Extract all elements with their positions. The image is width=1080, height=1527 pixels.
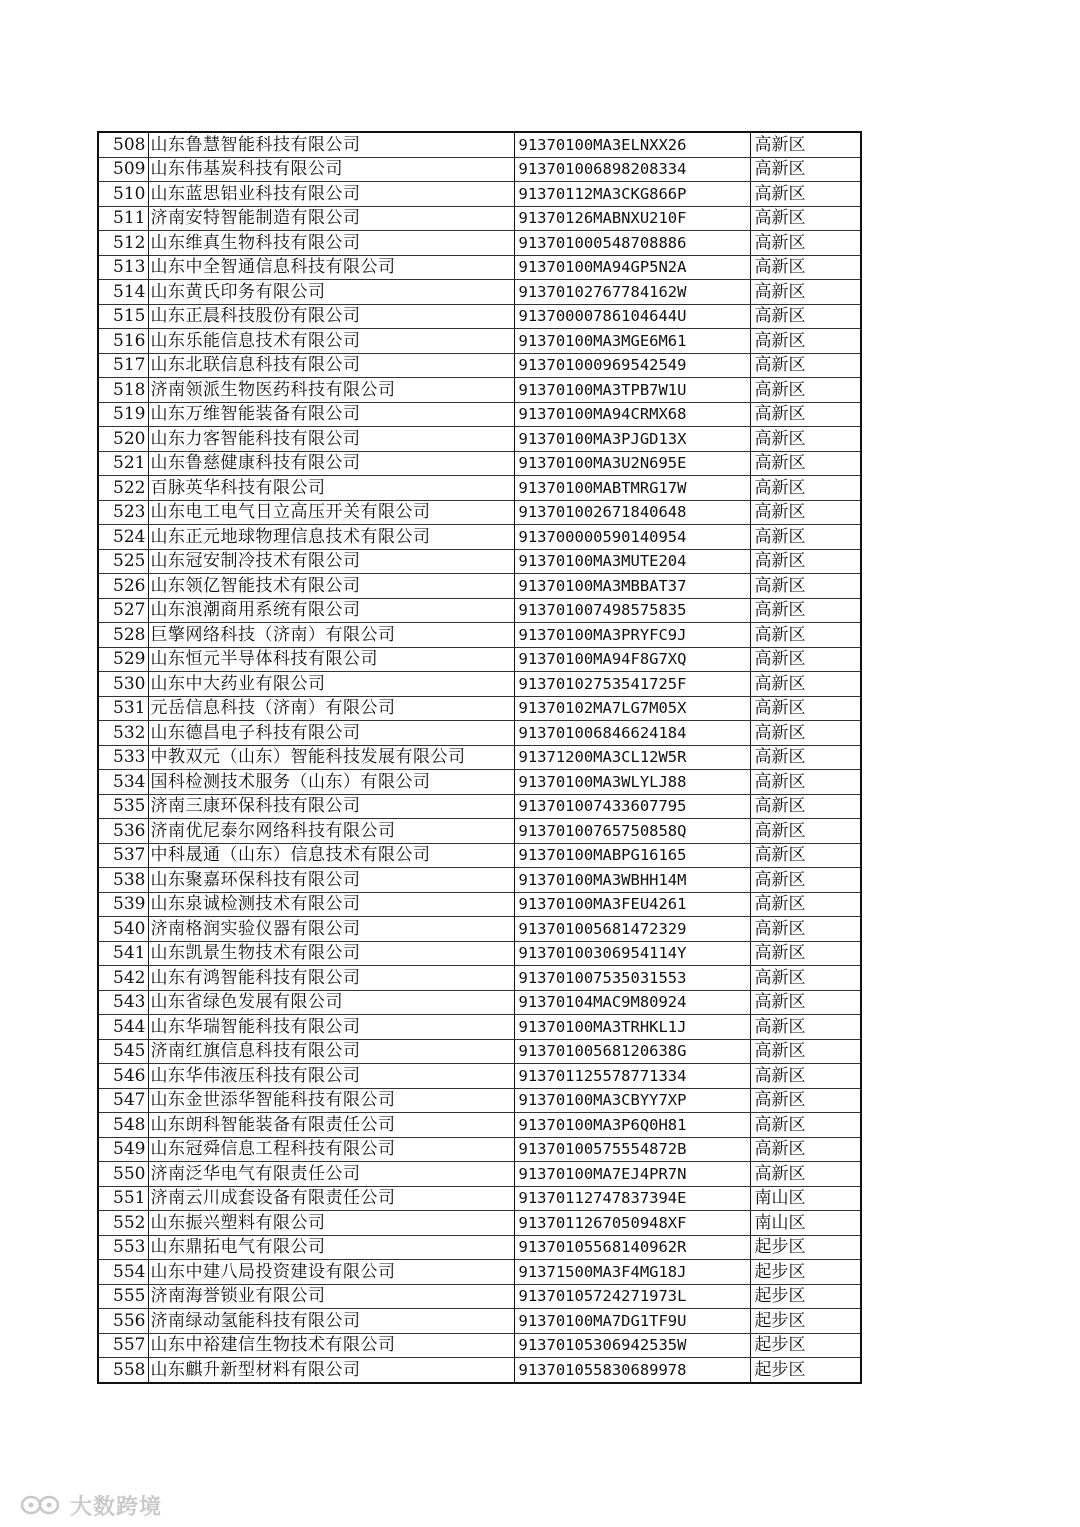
row-number-cell: 533 xyxy=(98,745,148,770)
row-number-cell: 516 xyxy=(98,329,148,354)
table-row xyxy=(98,598,861,623)
row-number-cell: 522 xyxy=(98,476,148,501)
company-name-cell: 山东鲁慈健康科技有限公司 xyxy=(148,451,514,476)
company-name-cell: 山东中建八局投资建设有限公司 xyxy=(148,1260,514,1285)
credit-code-cell: 91370112MA3CKG866P xyxy=(514,182,750,207)
district-cell: 高新区 xyxy=(750,574,861,599)
district-cell: 高新区 xyxy=(750,231,861,256)
table-row xyxy=(98,843,861,868)
row-number-cell: 526 xyxy=(98,574,148,599)
table-row xyxy=(98,794,861,819)
credit-code-cell: 91370105724271973L xyxy=(514,1284,750,1309)
district-cell: 高新区 xyxy=(750,1088,861,1113)
credit-code-cell: 913701000969542549 xyxy=(514,353,750,378)
company-name-cell: 山东有鸿智能科技有限公司 xyxy=(148,966,514,991)
credit-code-cell: 91370100MA94F8G7XQ xyxy=(514,647,750,672)
credit-code-cell: 913700000590140954 xyxy=(514,525,750,550)
table-row xyxy=(98,574,861,599)
table-row xyxy=(98,304,861,329)
credit-code-cell: 91371200MA3CL12W5R xyxy=(514,745,750,770)
company-list-table xyxy=(97,131,862,1384)
table-row xyxy=(98,476,861,501)
district-cell: 起步区 xyxy=(750,1235,861,1260)
table-row xyxy=(98,672,861,697)
row-number-cell: 508 xyxy=(98,132,148,157)
credit-code-cell: 91370100MA7EJ4PR7N xyxy=(514,1162,750,1187)
row-number-cell: 517 xyxy=(98,353,148,378)
district-cell: 高新区 xyxy=(750,1039,861,1064)
row-number-cell: 550 xyxy=(98,1162,148,1187)
table-row xyxy=(98,427,861,452)
table-row xyxy=(98,819,861,844)
company-name-cell: 济南格润实验仪器有限公司 xyxy=(148,917,514,942)
company-name-cell: 百脉英华科技有限公司 xyxy=(148,476,514,501)
district-cell: 高新区 xyxy=(750,525,861,550)
company-name-cell: 山东维真生物科技有限公司 xyxy=(148,231,514,256)
credit-code-cell: 913701007535031553 xyxy=(514,966,750,991)
table-row xyxy=(98,941,861,966)
row-number-cell: 544 xyxy=(98,1015,148,1040)
company-name-cell: 山东振兴塑料有限公司 xyxy=(148,1211,514,1236)
company-name-cell: 山东德昌电子科技有限公司 xyxy=(148,721,514,746)
table-row xyxy=(98,132,861,157)
district-cell: 高新区 xyxy=(750,721,861,746)
credit-code-cell: 91370100MA3TRHKL1J xyxy=(514,1015,750,1040)
company-name-cell: 济南绿动氢能科技有限公司 xyxy=(148,1309,514,1334)
district-cell: 高新区 xyxy=(750,647,861,672)
credit-code-cell: 91370100MA3FEU4261 xyxy=(514,892,750,917)
row-number-cell: 532 xyxy=(98,721,148,746)
row-number-cell: 527 xyxy=(98,598,148,623)
district-cell: 高新区 xyxy=(750,843,861,868)
district-cell: 高新区 xyxy=(750,941,861,966)
credit-code-cell: 91370126MABNXU210F xyxy=(514,206,750,231)
company-name-cell: 山东鼎拓电气有限公司 xyxy=(148,1235,514,1260)
company-name-cell: 山东凯景生物技术有限公司 xyxy=(148,941,514,966)
district-cell: 高新区 xyxy=(750,598,861,623)
district-cell: 高新区 xyxy=(750,794,861,819)
table-row xyxy=(98,1284,861,1309)
company-name-cell: 山东黄氏印务有限公司 xyxy=(148,280,514,305)
company-name-cell: 巨擎网络科技（济南）有限公司 xyxy=(148,623,514,648)
credit-code-cell: 913701005681472329 xyxy=(514,917,750,942)
district-cell: 高新区 xyxy=(750,696,861,721)
company-name-cell: 山东北联信息科技有限公司 xyxy=(148,353,514,378)
credit-code-cell: 91370100MA3TPB7W1U xyxy=(514,378,750,403)
table-row xyxy=(98,500,861,525)
table-row xyxy=(98,353,861,378)
district-cell: 高新区 xyxy=(750,549,861,574)
credit-code-cell: 913701007498575835 xyxy=(514,598,750,623)
credit-code-cell: 91370100575554872B xyxy=(514,1137,750,1162)
credit-code-cell: 91370100765750858Q xyxy=(514,819,750,844)
company-name-cell: 济南海誉锁业有限公司 xyxy=(148,1284,514,1309)
credit-code-cell: 91370100306954114Y xyxy=(514,941,750,966)
district-cell: 高新区 xyxy=(750,132,861,157)
row-number-cell: 523 xyxy=(98,500,148,525)
table-row xyxy=(98,1260,861,1285)
table-row xyxy=(98,990,861,1015)
table-row xyxy=(98,402,861,427)
company-name-cell: 山东金世添华智能科技有限公司 xyxy=(148,1088,514,1113)
district-cell: 高新区 xyxy=(750,402,861,427)
table-row xyxy=(98,1309,861,1334)
district-cell: 高新区 xyxy=(750,672,861,697)
row-number-cell: 528 xyxy=(98,623,148,648)
company-name-cell: 山东正元地球物理信息技术有限公司 xyxy=(148,525,514,550)
row-number-cell: 524 xyxy=(98,525,148,550)
company-name-cell: 山东麒升新型材料有限公司 xyxy=(148,1358,514,1383)
company-name-cell: 山东万维智能装备有限公司 xyxy=(148,402,514,427)
credit-code-cell: 91370100MA3WLYLJ88 xyxy=(514,770,750,795)
district-cell: 高新区 xyxy=(750,892,861,917)
table-row xyxy=(98,1015,861,1040)
credit-code-cell: 91370100MA94GP5N2A xyxy=(514,255,750,280)
table-row xyxy=(98,623,861,648)
table-row xyxy=(98,1235,861,1260)
table-row xyxy=(98,255,861,280)
credit-code-cell: 91370100MA3CBYY7XP xyxy=(514,1088,750,1113)
credit-code-cell: 91370100MA3MBBAT37 xyxy=(514,574,750,599)
district-cell: 高新区 xyxy=(750,353,861,378)
company-name-cell: 国科检测技术服务（山东）有限公司 xyxy=(148,770,514,795)
company-list-body xyxy=(98,132,861,1383)
row-number-cell: 554 xyxy=(98,1260,148,1285)
row-number-cell: 546 xyxy=(98,1064,148,1089)
row-number-cell: 543 xyxy=(98,990,148,1015)
district-cell: 高新区 xyxy=(750,770,861,795)
credit-code-cell: 91370102MA7LG7M05X xyxy=(514,696,750,721)
table-row xyxy=(98,770,861,795)
row-number-cell: 538 xyxy=(98,868,148,893)
table-row xyxy=(98,1358,861,1383)
company-name-cell: 山东领亿智能技术有限公司 xyxy=(148,574,514,599)
district-cell: 高新区 xyxy=(750,1015,861,1040)
district-cell: 高新区 xyxy=(750,1113,861,1138)
district-cell: 高新区 xyxy=(750,966,861,991)
company-name-cell: 山东省绿色发展有限公司 xyxy=(148,990,514,1015)
credit-code-cell: 913701125578771334 xyxy=(514,1064,750,1089)
table-row xyxy=(98,231,861,256)
table-row xyxy=(98,1211,861,1236)
company-name-cell: 元岳信息科技（济南）有限公司 xyxy=(148,696,514,721)
row-number-cell: 509 xyxy=(98,157,148,182)
district-cell: 南山区 xyxy=(750,1186,861,1211)
row-number-cell: 547 xyxy=(98,1088,148,1113)
credit-code-cell: 913701000548708886 xyxy=(514,231,750,256)
row-number-cell: 521 xyxy=(98,451,148,476)
company-name-cell: 山东冠安制冷技术有限公司 xyxy=(148,549,514,574)
company-name-cell: 山东正晨科技股份有限公司 xyxy=(148,304,514,329)
row-number-cell: 513 xyxy=(98,255,148,280)
credit-code-cell: 91370000786104644U xyxy=(514,304,750,329)
row-number-cell: 537 xyxy=(98,843,148,868)
row-number-cell: 515 xyxy=(98,304,148,329)
row-number-cell: 512 xyxy=(98,231,148,256)
company-name-cell: 济南云川成套设备有限责任公司 xyxy=(148,1186,514,1211)
credit-code-cell: 91370100MA3MGE6M61 xyxy=(514,329,750,354)
district-cell: 高新区 xyxy=(750,378,861,403)
district-cell: 高新区 xyxy=(750,476,861,501)
row-number-cell: 551 xyxy=(98,1186,148,1211)
credit-code-cell: 91370100MA3P6Q0H81 xyxy=(514,1113,750,1138)
row-number-cell: 530 xyxy=(98,672,148,697)
row-number-cell: 539 xyxy=(98,892,148,917)
row-number-cell: 529 xyxy=(98,647,148,672)
credit-code-cell: 91371500MA3F4MG18J xyxy=(514,1260,750,1285)
table-row xyxy=(98,647,861,672)
company-name-cell: 济南三康环保科技有限公司 xyxy=(148,794,514,819)
district-cell: 高新区 xyxy=(750,304,861,329)
row-number-cell: 553 xyxy=(98,1235,148,1260)
district-cell: 高新区 xyxy=(750,819,861,844)
company-name-cell: 山东伟基炭科技有限公司 xyxy=(148,157,514,182)
credit-code-cell: 91370100MA3PRYFC9J xyxy=(514,623,750,648)
table-row xyxy=(98,696,861,721)
credit-code-cell: 913701055830689978 xyxy=(514,1358,750,1383)
watermark-logo-icon xyxy=(20,1494,62,1516)
district-cell: 起步区 xyxy=(750,1333,861,1358)
watermark xyxy=(20,1490,162,1520)
table-row xyxy=(98,451,861,476)
table-row xyxy=(98,1039,861,1064)
company-name-cell: 济南红旗信息科技有限公司 xyxy=(148,1039,514,1064)
credit-code-cell: 91370100MABTMRG17W xyxy=(514,476,750,501)
credit-code-cell: 91370100MA3U2N695E xyxy=(514,451,750,476)
district-cell: 高新区 xyxy=(750,157,861,182)
row-number-cell: 555 xyxy=(98,1284,148,1309)
row-number-cell: 536 xyxy=(98,819,148,844)
company-name-cell: 山东泉诚检测技术有限公司 xyxy=(148,892,514,917)
row-number-cell: 558 xyxy=(98,1358,148,1383)
table-row xyxy=(98,525,861,550)
company-name-cell: 山东乐能信息技术有限公司 xyxy=(148,329,514,354)
district-cell: 起步区 xyxy=(750,1284,861,1309)
table-row xyxy=(98,868,861,893)
credit-code-cell: 913701002671840648 xyxy=(514,500,750,525)
company-name-cell: 山东朗科智能装备有限责任公司 xyxy=(148,1113,514,1138)
credit-code-cell: 913701006898208334 xyxy=(514,157,750,182)
row-number-cell: 511 xyxy=(98,206,148,231)
district-cell: 高新区 xyxy=(750,329,861,354)
table-row xyxy=(98,1113,861,1138)
credit-code-cell: 91370100MA3ELNXX26 xyxy=(514,132,750,157)
table-row xyxy=(98,892,861,917)
credit-code-cell: 91370100568120638G xyxy=(514,1039,750,1064)
company-name-cell: 山东中裕建信生物技术有限公司 xyxy=(148,1333,514,1358)
row-number-cell: 514 xyxy=(98,280,148,305)
district-cell: 高新区 xyxy=(750,500,861,525)
table-row xyxy=(98,1137,861,1162)
credit-code-cell: 91370112747837394E xyxy=(514,1186,750,1211)
row-number-cell: 556 xyxy=(98,1309,148,1334)
row-number-cell: 519 xyxy=(98,402,148,427)
row-number-cell: 540 xyxy=(98,917,148,942)
company-name-cell: 山东中大药业有限公司 xyxy=(148,672,514,697)
credit-code-cell: 91370102767784162W xyxy=(514,280,750,305)
district-cell: 高新区 xyxy=(750,206,861,231)
company-name-cell: 山东华伟液压科技有限公司 xyxy=(148,1064,514,1089)
district-cell: 高新区 xyxy=(750,182,861,207)
company-name-cell: 山东华瑞智能科技有限公司 xyxy=(148,1015,514,1040)
company-name-cell: 山东中全智通信息科技有限公司 xyxy=(148,255,514,280)
district-cell: 高新区 xyxy=(750,990,861,1015)
row-number-cell: 548 xyxy=(98,1113,148,1138)
company-name-cell: 山东蓝思铝业科技有限公司 xyxy=(148,182,514,207)
table-row xyxy=(98,329,861,354)
row-number-cell: 531 xyxy=(98,696,148,721)
company-name-cell: 山东恒元半导体科技有限公司 xyxy=(148,647,514,672)
district-cell: 起步区 xyxy=(750,1260,861,1285)
credit-code-cell: 91370100MABPG16165 xyxy=(514,843,750,868)
credit-code-cell: 913701007433607795 xyxy=(514,794,750,819)
district-cell: 高新区 xyxy=(750,1064,861,1089)
table-row xyxy=(98,1186,861,1211)
company-name-cell: 山东电工电气日立高压开关有限公司 xyxy=(148,500,514,525)
row-number-cell: 549 xyxy=(98,1137,148,1162)
row-number-cell: 518 xyxy=(98,378,148,403)
table-row xyxy=(98,378,861,403)
table-row xyxy=(98,966,861,991)
district-cell: 高新区 xyxy=(750,917,861,942)
table-row xyxy=(98,745,861,770)
row-number-cell: 534 xyxy=(98,770,148,795)
company-name-cell: 山东聚嘉环保科技有限公司 xyxy=(148,868,514,893)
company-name-cell: 山东力客智能科技有限公司 xyxy=(148,427,514,452)
row-number-cell: 552 xyxy=(98,1211,148,1236)
row-number-cell: 525 xyxy=(98,549,148,574)
table-row xyxy=(98,206,861,231)
credit-code-cell: 91370105306942535W xyxy=(514,1333,750,1358)
district-cell: 高新区 xyxy=(750,451,861,476)
district-cell: 高新区 xyxy=(750,745,861,770)
table-row xyxy=(98,917,861,942)
company-name-cell: 中教双元（山东）智能科技发展有限公司 xyxy=(148,745,514,770)
district-cell: 高新区 xyxy=(750,868,861,893)
table-row xyxy=(98,1088,861,1113)
row-number-cell: 545 xyxy=(98,1039,148,1064)
table-row xyxy=(98,721,861,746)
credit-code-cell: 91370100MA3PJGD13X xyxy=(514,427,750,452)
company-name-cell: 山东鲁慧智能科技有限公司 xyxy=(148,132,514,157)
district-cell: 起步区 xyxy=(750,1309,861,1334)
district-cell: 高新区 xyxy=(750,255,861,280)
district-cell: 南山区 xyxy=(750,1211,861,1236)
company-name-cell: 济南泛华电气有限责任公司 xyxy=(148,1162,514,1187)
table-row xyxy=(98,1064,861,1089)
table-row xyxy=(98,182,861,207)
credit-code-cell: 91370104MAC9M80924 xyxy=(514,990,750,1015)
credit-code-cell: 91370100MA7DG1TF9U xyxy=(514,1309,750,1334)
credit-code-cell: 91370102753541725F xyxy=(514,672,750,697)
row-number-cell: 542 xyxy=(98,966,148,991)
row-number-cell: 541 xyxy=(98,941,148,966)
table-row xyxy=(98,549,861,574)
watermark-text: 大数跨境 xyxy=(70,1494,163,1520)
district-cell: 高新区 xyxy=(750,280,861,305)
row-number-cell: 535 xyxy=(98,794,148,819)
district-cell: 起步区 xyxy=(750,1358,861,1383)
credit-code-cell: 91370100MA3WBHH14M xyxy=(514,868,750,893)
district-cell: 高新区 xyxy=(750,427,861,452)
company-name-cell: 济南领派生物医药科技有限公司 xyxy=(148,378,514,403)
row-number-cell: 520 xyxy=(98,427,148,452)
table-row xyxy=(98,280,861,305)
credit-code-cell: 91370100MA94CRMX68 xyxy=(514,402,750,427)
company-name-cell: 中科晟通（山东）信息技术有限公司 xyxy=(148,843,514,868)
district-cell: 高新区 xyxy=(750,623,861,648)
row-number-cell: 557 xyxy=(98,1333,148,1358)
table-row xyxy=(98,1333,861,1358)
company-name-cell: 山东冠舜信息工程科技有限公司 xyxy=(148,1137,514,1162)
district-cell: 高新区 xyxy=(750,1162,861,1187)
table-row xyxy=(98,157,861,182)
company-name-cell: 山东浪潮商用系统有限公司 xyxy=(148,598,514,623)
credit-code-cell: 9137011267050948XF xyxy=(514,1211,750,1236)
credit-code-cell: 91370105568140962R xyxy=(514,1235,750,1260)
credit-code-cell: 913701006846624184 xyxy=(514,721,750,746)
table-row xyxy=(98,1162,861,1187)
row-number-cell: 510 xyxy=(98,182,148,207)
credit-code-cell: 91370100MA3MUTE204 xyxy=(514,549,750,574)
company-name-cell: 济南安特智能制造有限公司 xyxy=(148,206,514,231)
district-cell: 高新区 xyxy=(750,1137,861,1162)
company-name-cell: 济南优尼泰尔网络科技有限公司 xyxy=(148,819,514,844)
